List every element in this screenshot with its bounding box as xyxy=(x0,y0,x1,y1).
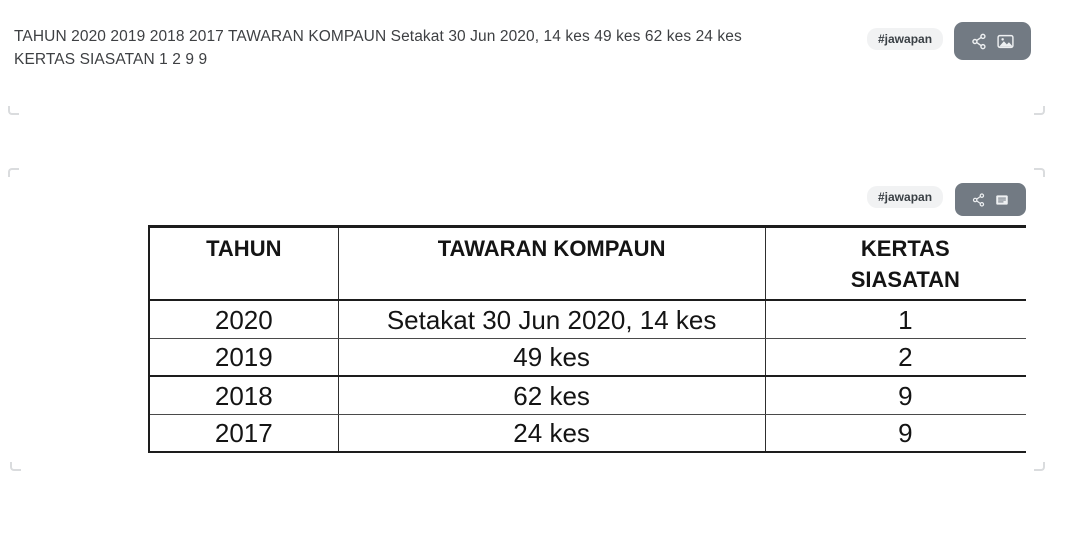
answer-toolbar xyxy=(955,183,1026,216)
table-header-kertas-siasatan: KERTAS SIASATAN xyxy=(850,236,960,292)
table-cell-kompaun: 24 kes xyxy=(339,415,766,451)
answer-region-corner-bottom-right xyxy=(1034,462,1045,471)
table-row xyxy=(150,415,1026,453)
table-cell-year: 2020 xyxy=(150,301,339,338)
table-cell-year: 2018 xyxy=(150,377,339,414)
share-icon xyxy=(971,192,987,208)
table-cell-kompaun: Setakat 30 Jun 2020, 14 kes xyxy=(339,301,766,338)
table-cell-siasatan: 9 xyxy=(898,418,913,448)
question-text xyxy=(14,25,859,71)
question-region-corner-bottom-right xyxy=(1034,106,1045,115)
table-row xyxy=(150,301,1026,339)
question-line-1: TAHUN 2020 2019 2018 2017 TAWARAN KOMPAUN Setakat 30 Jun 2020, 14 kes 49 kes 62 kes 24 kes xyxy=(14,28,742,45)
table-header-tahun: TAHUN xyxy=(150,228,339,299)
text-icon xyxy=(994,192,1010,208)
answer-region-corner-bottom-left xyxy=(10,462,21,471)
table-cell-year: 2017 xyxy=(150,415,339,451)
answer-table-image xyxy=(148,225,1026,456)
table-cell-kompaun: 49 kes xyxy=(339,339,766,375)
view-text-button[interactable] xyxy=(994,192,1010,208)
question-region-corner-bottom-left xyxy=(8,106,19,115)
table-cell-year: 2019 xyxy=(150,339,339,375)
image-icon xyxy=(996,32,1015,51)
table-cell-siasatan: 9 xyxy=(898,380,913,411)
question-tag-badge[interactable]: #jawapan xyxy=(867,28,943,50)
view-image-button[interactable] xyxy=(996,32,1015,51)
table-header-tawaran-kompaun: TAWARAN KOMPAUN xyxy=(339,228,766,299)
table-row xyxy=(150,339,1026,377)
share-button[interactable] xyxy=(970,32,989,51)
question-toolbar xyxy=(954,22,1031,60)
table-header-row xyxy=(150,228,1026,301)
table-cell-siasatan: 1 xyxy=(898,304,913,335)
share-button[interactable] xyxy=(971,192,987,208)
answer-tag-badge[interactable]: #jawapan xyxy=(867,186,943,208)
question-line-2: KERTAS SIASATAN 1 2 9 9 xyxy=(14,51,208,68)
table-cell-siasatan: 2 xyxy=(898,342,913,372)
answer-region-corner-top-right xyxy=(1034,168,1045,177)
table-cell-kompaun: 62 kes xyxy=(339,377,766,414)
answer-table xyxy=(148,225,1026,453)
answer-region-corner-top-left xyxy=(8,168,19,177)
share-icon xyxy=(970,32,989,51)
table-row xyxy=(150,377,1026,415)
